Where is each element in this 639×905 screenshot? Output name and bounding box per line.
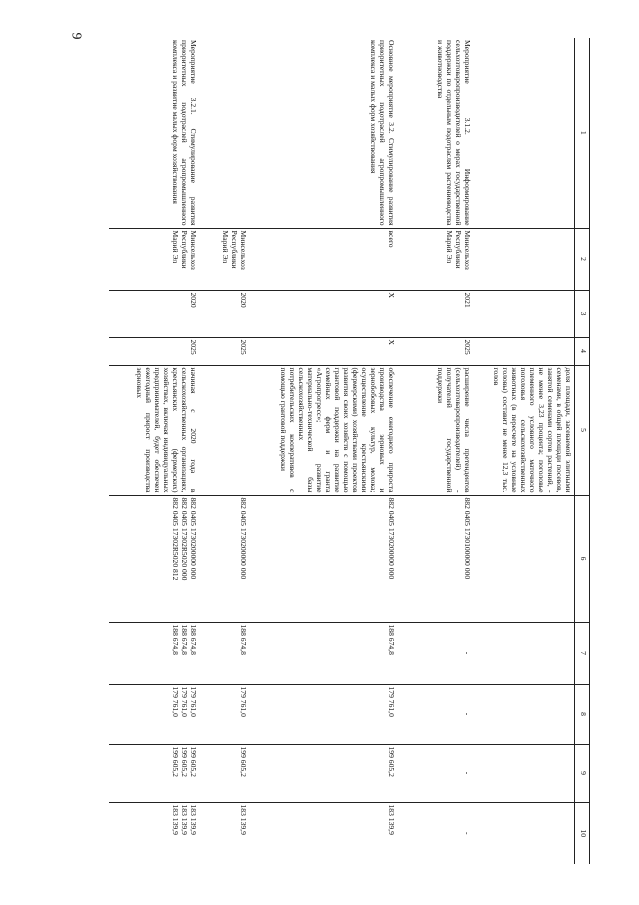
amount-line: 199 605,2: [180, 746, 190, 777]
table-row: [474, 38, 575, 864]
amount-line: 183 139,9: [189, 804, 199, 835]
amount-cell-9: -: [398, 744, 474, 802]
header-cell-8: 8: [575, 684, 590, 744]
amount-line: 199 605,2: [189, 746, 199, 777]
budget-code-cell: 882 0405 1730100000 000: [398, 495, 474, 622]
amount-cell-9: [474, 744, 575, 802]
budget-code-line: 882 0405 1730200000 000: [189, 497, 199, 580]
executor-cell: Минсельхоз Республики Марий Эл: [398, 228, 474, 290]
measure-name-cell: Мероприятие 3.2.1. Стимулирование развития приоритетных подотраслей агропромышленного комплекса и развитие малых форм хозяйствования: [171, 40, 199, 226]
table-row: [398, 38, 474, 864]
table-row: [250, 38, 398, 864]
budget-code-cell: [474, 495, 575, 622]
start-year-cell: 2020: [200, 290, 250, 337]
start-year-cell: Х: [250, 290, 398, 337]
amount-cell-8: [110, 684, 200, 744]
amount-cell-7: [474, 622, 575, 684]
header-cell-1: 1: [575, 38, 590, 228]
header-cell-9: 9: [575, 744, 590, 802]
budget-code-cell: 882 0405 1730200000 000: [250, 495, 398, 622]
end-year-cell: Х: [250, 337, 398, 365]
amount-cell-10: [474, 802, 575, 864]
amount-cell-8: -: [398, 684, 474, 744]
amount-line: 183 139,9: [180, 804, 190, 835]
budget-code-cell: [110, 495, 200, 622]
amount-line: 183 139,9: [171, 804, 181, 835]
amount-cell-8: 179 761,0: [200, 684, 250, 744]
end-year-cell: 2025: [398, 337, 474, 365]
end-year-cell: [474, 337, 575, 365]
amount-line: 188 674,8: [189, 624, 199, 655]
amount-line: 188 674,8: [180, 624, 190, 655]
amount-cell-10: 183 139,9: [250, 802, 398, 864]
amount-cell-8: [474, 684, 575, 744]
header-cell-2: 2: [575, 228, 590, 290]
executor-cell: Минсельхоз Республики Марий Эл: [200, 228, 250, 290]
amount-cell-7: [110, 622, 200, 684]
expected-result-cell: расширение числа претендентов (сельхозтоваропроизводителей) - получателей государственной поддержки: [398, 365, 474, 495]
header-cell-5: 5: [575, 365, 590, 495]
amount-cell-9: 199 605,2: [250, 744, 398, 802]
amount-cell-10: -: [398, 802, 474, 864]
budget-code-line: 882 0405 17302R5020 812: [171, 497, 181, 581]
header-cell-3: 3: [575, 290, 590, 337]
measure-name-cell: Мероприятие 3.1.2. Информирование сельхозтоваропроизводителей о мерах государственной поддержки по отдельным подотраслям растениеводства и животноводства: [436, 40, 473, 226]
amount-line: 179 761,0: [180, 686, 190, 717]
amount-line: 199 605,2: [171, 746, 181, 777]
amount-cell-10: [110, 802, 200, 864]
start-year-cell: 2021: [398, 290, 474, 337]
expected-result-cell: [200, 365, 250, 495]
measure-name-cell: [200, 38, 250, 228]
end-year-cell: 2025: [200, 337, 250, 365]
page-number: 9: [68, 32, 84, 40]
header-cell-6: 6: [575, 495, 590, 622]
table-row: [200, 38, 250, 864]
measure-name-cell: [474, 38, 575, 228]
measure-name-cell: Основное мероприятие 3.2. Стимулирование развития приоритетных подотраслей агропромышленного комплекса и малых форм хозяйствования: [369, 40, 397, 226]
expected-result-cell: начиная с 2020 года в сельскохозяйственных организациях, крестьянских (фермерских) хозяйствах, включая индивидуальных предпринимателей, будет обеспечен ежегодный прирост производства зерновых: [110, 365, 200, 495]
amount-cell-7: 188 674,8: [200, 622, 250, 684]
amount-cell-9: 199 605,2: [200, 744, 250, 802]
expected-result-cell: обеспечение ежегодного прироста производства зерновых и зернобобовых культур, молока; осуществление крестьянскими (фермерскими) хозяйствами проектов развития своих хозяйств с помощью грантовой поддержки на развитие семейных ферм и гранта «Агропрогресс»; развитие материально-технической базы сельскохозяйственных потребительских кооперативов с помощью грантовой поддержки: [250, 365, 398, 495]
program-measures-table: [110, 38, 591, 864]
amount-cell-7: 188 674,8: [250, 622, 398, 684]
header-row: [575, 38, 590, 864]
executor-cell: [474, 228, 575, 290]
header-cell-7: 7: [575, 622, 590, 684]
executor-cell: всего: [250, 228, 398, 290]
amount-cell-8: 179 761,0: [250, 684, 398, 744]
start-year-cell: [474, 290, 575, 337]
budget-code-cell: 882 0405 1730200000 000: [200, 495, 250, 622]
header-cell-4: 4: [575, 337, 590, 365]
amount-cell-10: 183 139,9: [200, 802, 250, 864]
end-year-cell: 2025: [110, 337, 200, 365]
budget-code-line: 882 0405 17302R5020 000: [180, 497, 190, 581]
executor-cell: Минсельхоз Республики Марий Эл: [110, 228, 200, 290]
rotated-table-page: [72, 38, 590, 864]
amount-cell-7: -: [398, 622, 474, 684]
table-row: [110, 38, 200, 864]
amount-line: 179 761,0: [189, 686, 199, 717]
expected-result-cell: доля площади, засеваемой элитными семенами, в общей площади посевов, занятой семенами сортов растений, - не менее 3,23 процента; поголовье племенного условного маточного поголовья сельскохозяйственных животных (в пересчете на условные головы) составит не менее 12,3 тыс. голов: [474, 365, 575, 495]
amount-line: 188 674,8: [171, 624, 181, 655]
amount-cell-9: [110, 744, 200, 802]
amount-line: 179 761,0: [171, 686, 181, 717]
header-cell-10: 10: [575, 802, 590, 864]
start-year-cell: 2020: [110, 290, 200, 337]
